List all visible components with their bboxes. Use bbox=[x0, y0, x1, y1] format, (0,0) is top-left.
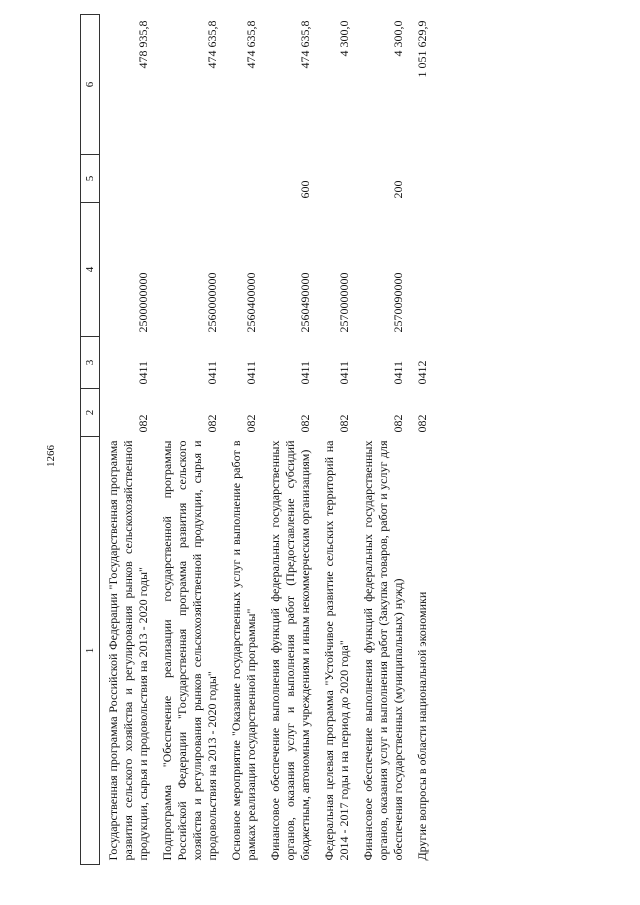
col-header-csr: 4 bbox=[81, 203, 100, 337]
row-csr: 2570090000 bbox=[391, 272, 405, 333]
row-name: Государственная программа Российской Федерации "Государственная программа развития сельского хозяйства и регулирования рынков сельскохозяйственной продукции, сырья и продовольствия на 2013 - 2020 годы" bbox=[106, 440, 150, 861]
row-vr: 600 bbox=[298, 180, 312, 199]
row-vr bbox=[316, 155, 355, 203]
col-header-rzpr: 3 bbox=[81, 337, 100, 389]
row-sum: 4 300,0 bbox=[391, 20, 405, 57]
table-row bbox=[100, 15, 155, 865]
row-grbs: 082 bbox=[391, 414, 405, 433]
row-name: Финансовое обеспечение выполнения функций федеральных государственных органов, оказания услуг и выполнения работ (Закупка товаров, работ и услуг для обеспечения государственных (муниципальных) нужд) bbox=[361, 440, 405, 861]
row-rzpr: 0411 bbox=[391, 360, 405, 385]
row-csr: 2560000000 bbox=[205, 272, 219, 333]
row-rzpr: 0411 bbox=[298, 360, 312, 385]
col-header-name: 1 bbox=[81, 437, 100, 865]
row-grbs: 082 bbox=[298, 414, 312, 433]
row-grbs: 082 bbox=[415, 414, 429, 433]
table-row bbox=[355, 15, 409, 865]
row-grbs: 082 bbox=[244, 414, 258, 433]
row-csr: 2560400000 bbox=[244, 272, 258, 333]
rotated-page-content bbox=[80, 15, 560, 865]
col-header-grbs: 2 bbox=[81, 389, 100, 437]
row-vr bbox=[154, 155, 223, 203]
row-rzpr: 0411 bbox=[205, 360, 219, 385]
row-vr bbox=[100, 155, 155, 203]
row-csr bbox=[409, 203, 433, 337]
row-name: Подпрограмма "Обеспечение реализации государственной программы Российской Федерации "Государственная программа развития сельского хозяйства и регулирования рынков сельскохозяйственной продукции, сырья и продовольствия на 2013 - 2020 годы" bbox=[160, 440, 219, 861]
row-vr: 200 bbox=[391, 180, 405, 199]
row-vr bbox=[223, 155, 262, 203]
row-csr: 2500000000 bbox=[136, 272, 150, 333]
table-row bbox=[154, 15, 223, 865]
row-rzpr: 0411 bbox=[244, 360, 258, 385]
row-sum: 474 635,8 bbox=[205, 20, 219, 69]
row-rzpr: 0411 bbox=[337, 360, 351, 385]
row-sum: 4 300,0 bbox=[337, 20, 351, 57]
table-row bbox=[409, 15, 433, 865]
row-rzpr: 0412 bbox=[415, 360, 429, 385]
row-grbs: 082 bbox=[337, 414, 351, 433]
row-sum: 474 635,8 bbox=[244, 20, 258, 69]
table-row bbox=[316, 15, 355, 865]
row-name: Другие вопросы в области национальной экономики bbox=[415, 591, 429, 861]
budget-table bbox=[80, 14, 433, 865]
row-rzpr: 0411 bbox=[136, 360, 150, 385]
row-sum: 1 051 629,9 bbox=[415, 20, 429, 78]
row-grbs: 082 bbox=[136, 414, 150, 433]
row-grbs: 082 bbox=[205, 414, 219, 433]
row-csr: 2560490000 bbox=[298, 272, 312, 333]
table-row bbox=[223, 15, 262, 865]
table-header bbox=[81, 15, 100, 865]
col-header-vr: 5 bbox=[81, 155, 100, 203]
row-sum: 474 635,8 bbox=[298, 20, 312, 69]
table-row bbox=[262, 15, 316, 865]
row-name: Основное мероприятие "Оказание государственных услуг и выполнение работ в рамках реализации государственной программы" bbox=[229, 440, 258, 861]
row-sum: 478 935,8 bbox=[136, 20, 150, 69]
table-body bbox=[100, 15, 434, 865]
row-name: Финансовое обеспечение выполнения функций федеральных государственных органов, оказания услуг и выполнения работ (Предоставление субсидий бюджетным, автономным учреждениям и иным некоммерческим организациям) bbox=[268, 440, 312, 861]
col-header-sum: 6 bbox=[81, 15, 100, 155]
page-number: 1266 bbox=[45, 445, 57, 467]
row-csr: 2570000000 bbox=[337, 272, 351, 333]
row-name: Федеральная целевая программа "Устойчивое развитие сельских территорий на 2014 - 2017 годы и на период до 2020 года" bbox=[322, 440, 351, 861]
row-vr bbox=[409, 155, 433, 203]
